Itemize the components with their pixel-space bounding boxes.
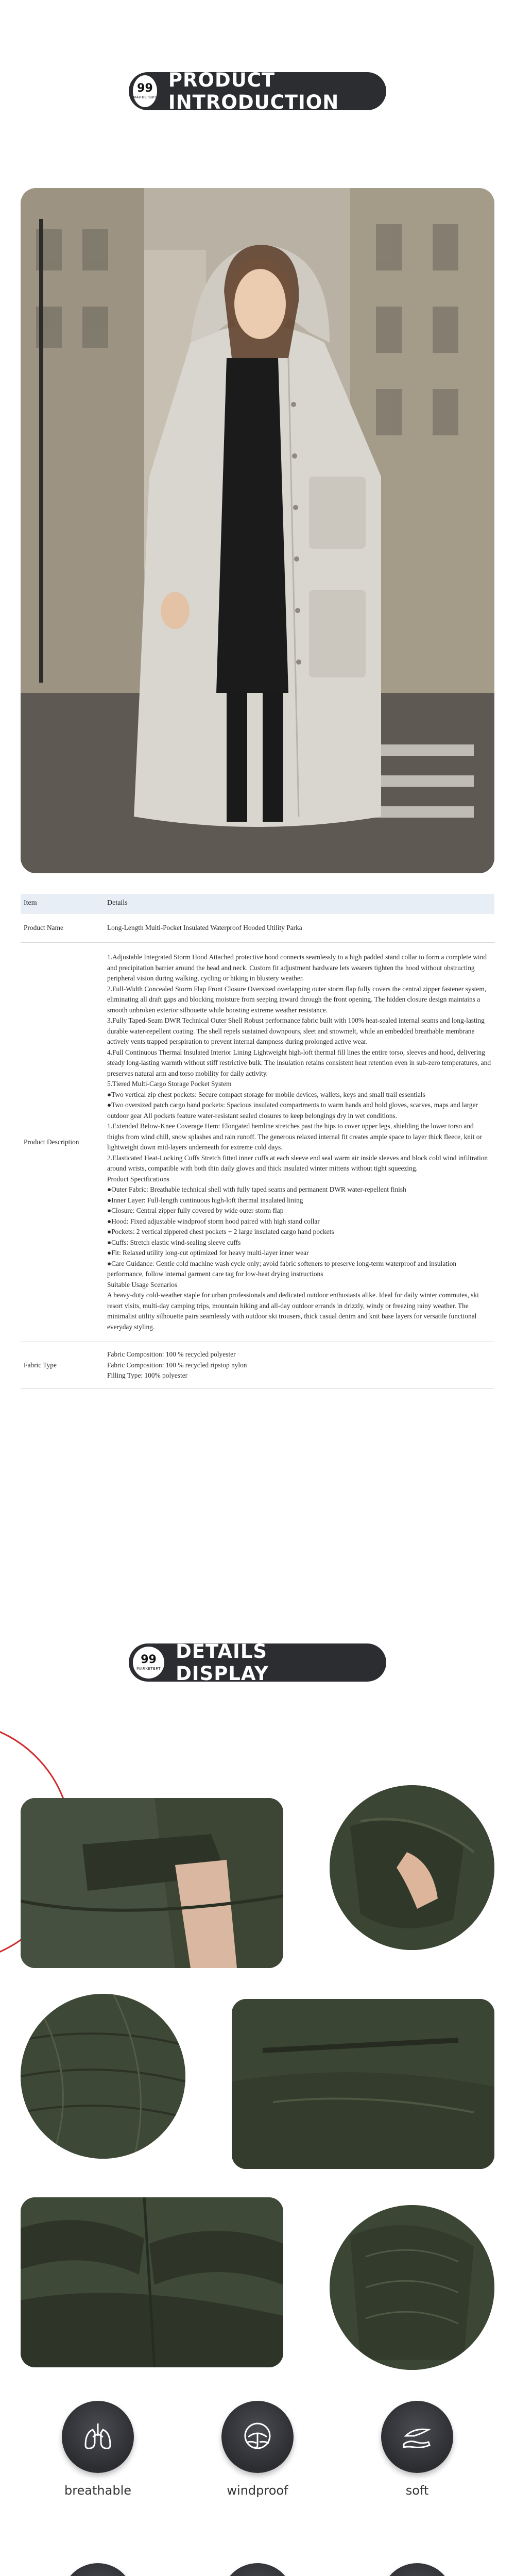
model-photo [21, 188, 494, 873]
section-header-intro [129, 69, 386, 113]
fabric-line: Fabric Composition: 100 % recycled polyester [107, 1350, 236, 1358]
logo-brand: MARKETBRT [136, 1667, 161, 1671]
logo-number: 99 [141, 1653, 157, 1666]
desc-paragraph: 5.Tiered Multi-Cargo Storage Pocket System [107, 1080, 232, 1088]
brand-logo [133, 1647, 164, 1679]
desc-paragraph: ●Cuffs: Stretch elastic wind-sealing sleeve cuffs [107, 1238, 241, 1246]
desc-paragraph: ●Two oversized patch cargo hand pockets: Spacious insulated compartments to warm hands and hold gloves, scarves, maps and larger outdoor gear All pockets feature water-resistant sealed closures to keep belongings dry in wet conditions. [107, 1101, 478, 1120]
desc-paragraph: ●Two vertical zip chest pockets: Secure compact storage for mobile devices, wallets, keys and small trail essentials [107, 1090, 425, 1098]
feather-hand-icon [381, 2401, 453, 2473]
detail-photo-zipper [232, 1999, 494, 2169]
section-title: DETAILS DISPLAY [176, 1640, 269, 1685]
detail-photo-cuff [330, 1785, 494, 1950]
umbrella-shield-icon [221, 2401, 294, 2473]
detail-photo-hood [330, 2205, 494, 2370]
fabric-line: Fabric Composition: 100 % recycled ripstop nylon [107, 1361, 247, 1369]
section-title: PRODUCT INTRODUCTION [168, 69, 339, 113]
desc-paragraph: 4.Full Continuous Thermal Insulated Interior Lining Lightweight high-loft thermal fill lines the entire torso, sleeves and hood, delivering steady long-lasting warmth without stiff restrictive bulk. The insulation retains consistent heat retention even in sub-zero temperatures, and preserves natural arm and torso mobility for daily activity. [107, 1048, 491, 1077]
row-value-name: Long-Length Multi-Pocket Insulated Waterproof Hooded Utility Parka [104, 913, 494, 943]
table-row [21, 913, 494, 943]
delivery-truck-icon [221, 2563, 294, 2576]
desc-paragraph: ●Outer Fabric: Breathable technical shell with fully taped seams and permanent DWR water-repellent finish [107, 1185, 406, 1193]
row-value-description [104, 943, 494, 1342]
desc-paragraph: Product Specifications [107, 1175, 169, 1183]
row-value-fabric [104, 1342, 494, 1389]
table-header-row [21, 894, 494, 913]
feature-windproof [198, 2401, 317, 2498]
desc-paragraph: 2.Elasticated Heat-Locking Cuffs Stretch fitted inner cuffs at each sleeve end seal warm air inside sleeves and block cold wind infiltration around wrists, compatible with both thin daily gloves and thick insulated winter mittens without tight squeezing. [107, 1154, 488, 1172]
brand-logo [133, 75, 157, 107]
lungs-icon [62, 2401, 134, 2473]
desc-paragraph: ●Hood: Fixed adjustable windproof storm hood paired with high stand collar [107, 1217, 320, 1225]
detail-photo-pocket [21, 1798, 283, 1968]
desc-paragraph: 2.Full-Width Concealed Storm Flap Front Closure Oversized overlapping outer storm flap fully covers the central zipper fastener system, eliminating all draft gaps and blocking moisture from seeping inward through the front opening. The hidden closure design maintains a smooth unbroken exterior silhouette while boosting extreme weather resistance. [107, 985, 487, 1014]
desc-paragraph: A heavy-duty cold-weather staple for urban professionals and dedicated outdoor enthusiasts alike. Ideal for daily winter commutes, ski resort visits, multi-day camping trips, mountain hiking and all-day outdoor errands in drizzly, windy or freezing rainy weather. The minimalist utility silhouette pairs seamlessly with outdoor ski trousers, thick casual denim and knit base layers for versatile functional everyday styling. [107, 1291, 479, 1331]
spec-table [21, 894, 494, 1389]
feature-quality-assurance [358, 2563, 476, 2576]
detail-photo-hem [21, 2197, 283, 2367]
feature-label: soft [405, 2483, 429, 2498]
desc-paragraph: ●Pockets: 2 vertical zippered chest pockets + 2 large insulated cargo hand pockets [107, 1228, 334, 1235]
feature-soft [358, 2401, 476, 2498]
row-label-description: Product Description [21, 943, 104, 1342]
detail-photo-quilting [21, 1994, 185, 2159]
logo-brand: MARKETBRT [133, 95, 157, 99]
feature-label: windproof [227, 2483, 288, 2498]
layered-fabric-icon [62, 2563, 134, 2576]
feature-spot-quick-delivery [198, 2563, 317, 2576]
feature-breathable [39, 2401, 157, 2498]
row-label-fabric: Fabric Type [21, 1342, 104, 1389]
desc-paragraph: Suitable Usage Scenarios [107, 1280, 178, 1289]
feature-label: breathable [64, 2483, 132, 2498]
table-row [21, 1342, 494, 1389]
desc-paragraph: 1.Extended Below-Knee Coverage Hem: Elongated hemline stretches past the hips to cover upper legs, shielding the lower torso and thighs from wind chill, snow splashes and rain runoff. The generous relaxed internal fit creates ample space to layer thick fleece, knit or lightweight down mid-layers underneath for extreme cold days. [107, 1122, 482, 1151]
row-label-name: Product Name [21, 913, 104, 943]
table-row [21, 943, 494, 1342]
desc-paragraph: 3.Fully Taped-Seam DWR Technical Outer Shell Robust performance fabric built with 100% heat-sealed internal seams and long-lasting durable water-repellent coating. The shell repels sustained downpours, sleet and snowmelt, while an embedded breathable membrane actively vents trapped perspiration to prevent internal dampness during prolonged active wear. [107, 1016, 485, 1045]
desc-paragraph: ●Closure: Central zipper fully covered by wide outer storm flap [107, 1207, 284, 1214]
section-header-details [129, 1640, 386, 1685]
feature-thickened-material [39, 2563, 157, 2576]
desc-paragraph: ●Care Guidance: Gentle cold machine wash cycle only; avoid fabric softeners to preserve long-term waterproof and insulation performance, follow internal garment care tag for low-heat drying instructions [107, 1259, 457, 1278]
desc-paragraph: ●Inner Layer: Full-length continuous high-loft thermal insulated lining [107, 1196, 303, 1204]
logo-number: 99 [137, 82, 153, 95]
desc-paragraph: 1.Adjustable Integrated Storm Hood Attached protective hood connects seamlessly to a high padded stand collar to form a complete wind and precipitation barrier around the head and neck. Custom fit adjustment hardware lets wearers tighten the hood without obstructing peripheral vision during walking, cycling or hiking in blustery weather. [107, 953, 487, 982]
header-item: Item [21, 894, 104, 913]
header-details: Details [104, 894, 494, 913]
shield-check-icon [381, 2563, 453, 2576]
desc-paragraph: ●Fit: Relaxed utility long-cut optimized for heavy multi-layer inner wear [107, 1249, 309, 1257]
fabric-line: Filling Type: 100% polyester [107, 1371, 188, 1379]
